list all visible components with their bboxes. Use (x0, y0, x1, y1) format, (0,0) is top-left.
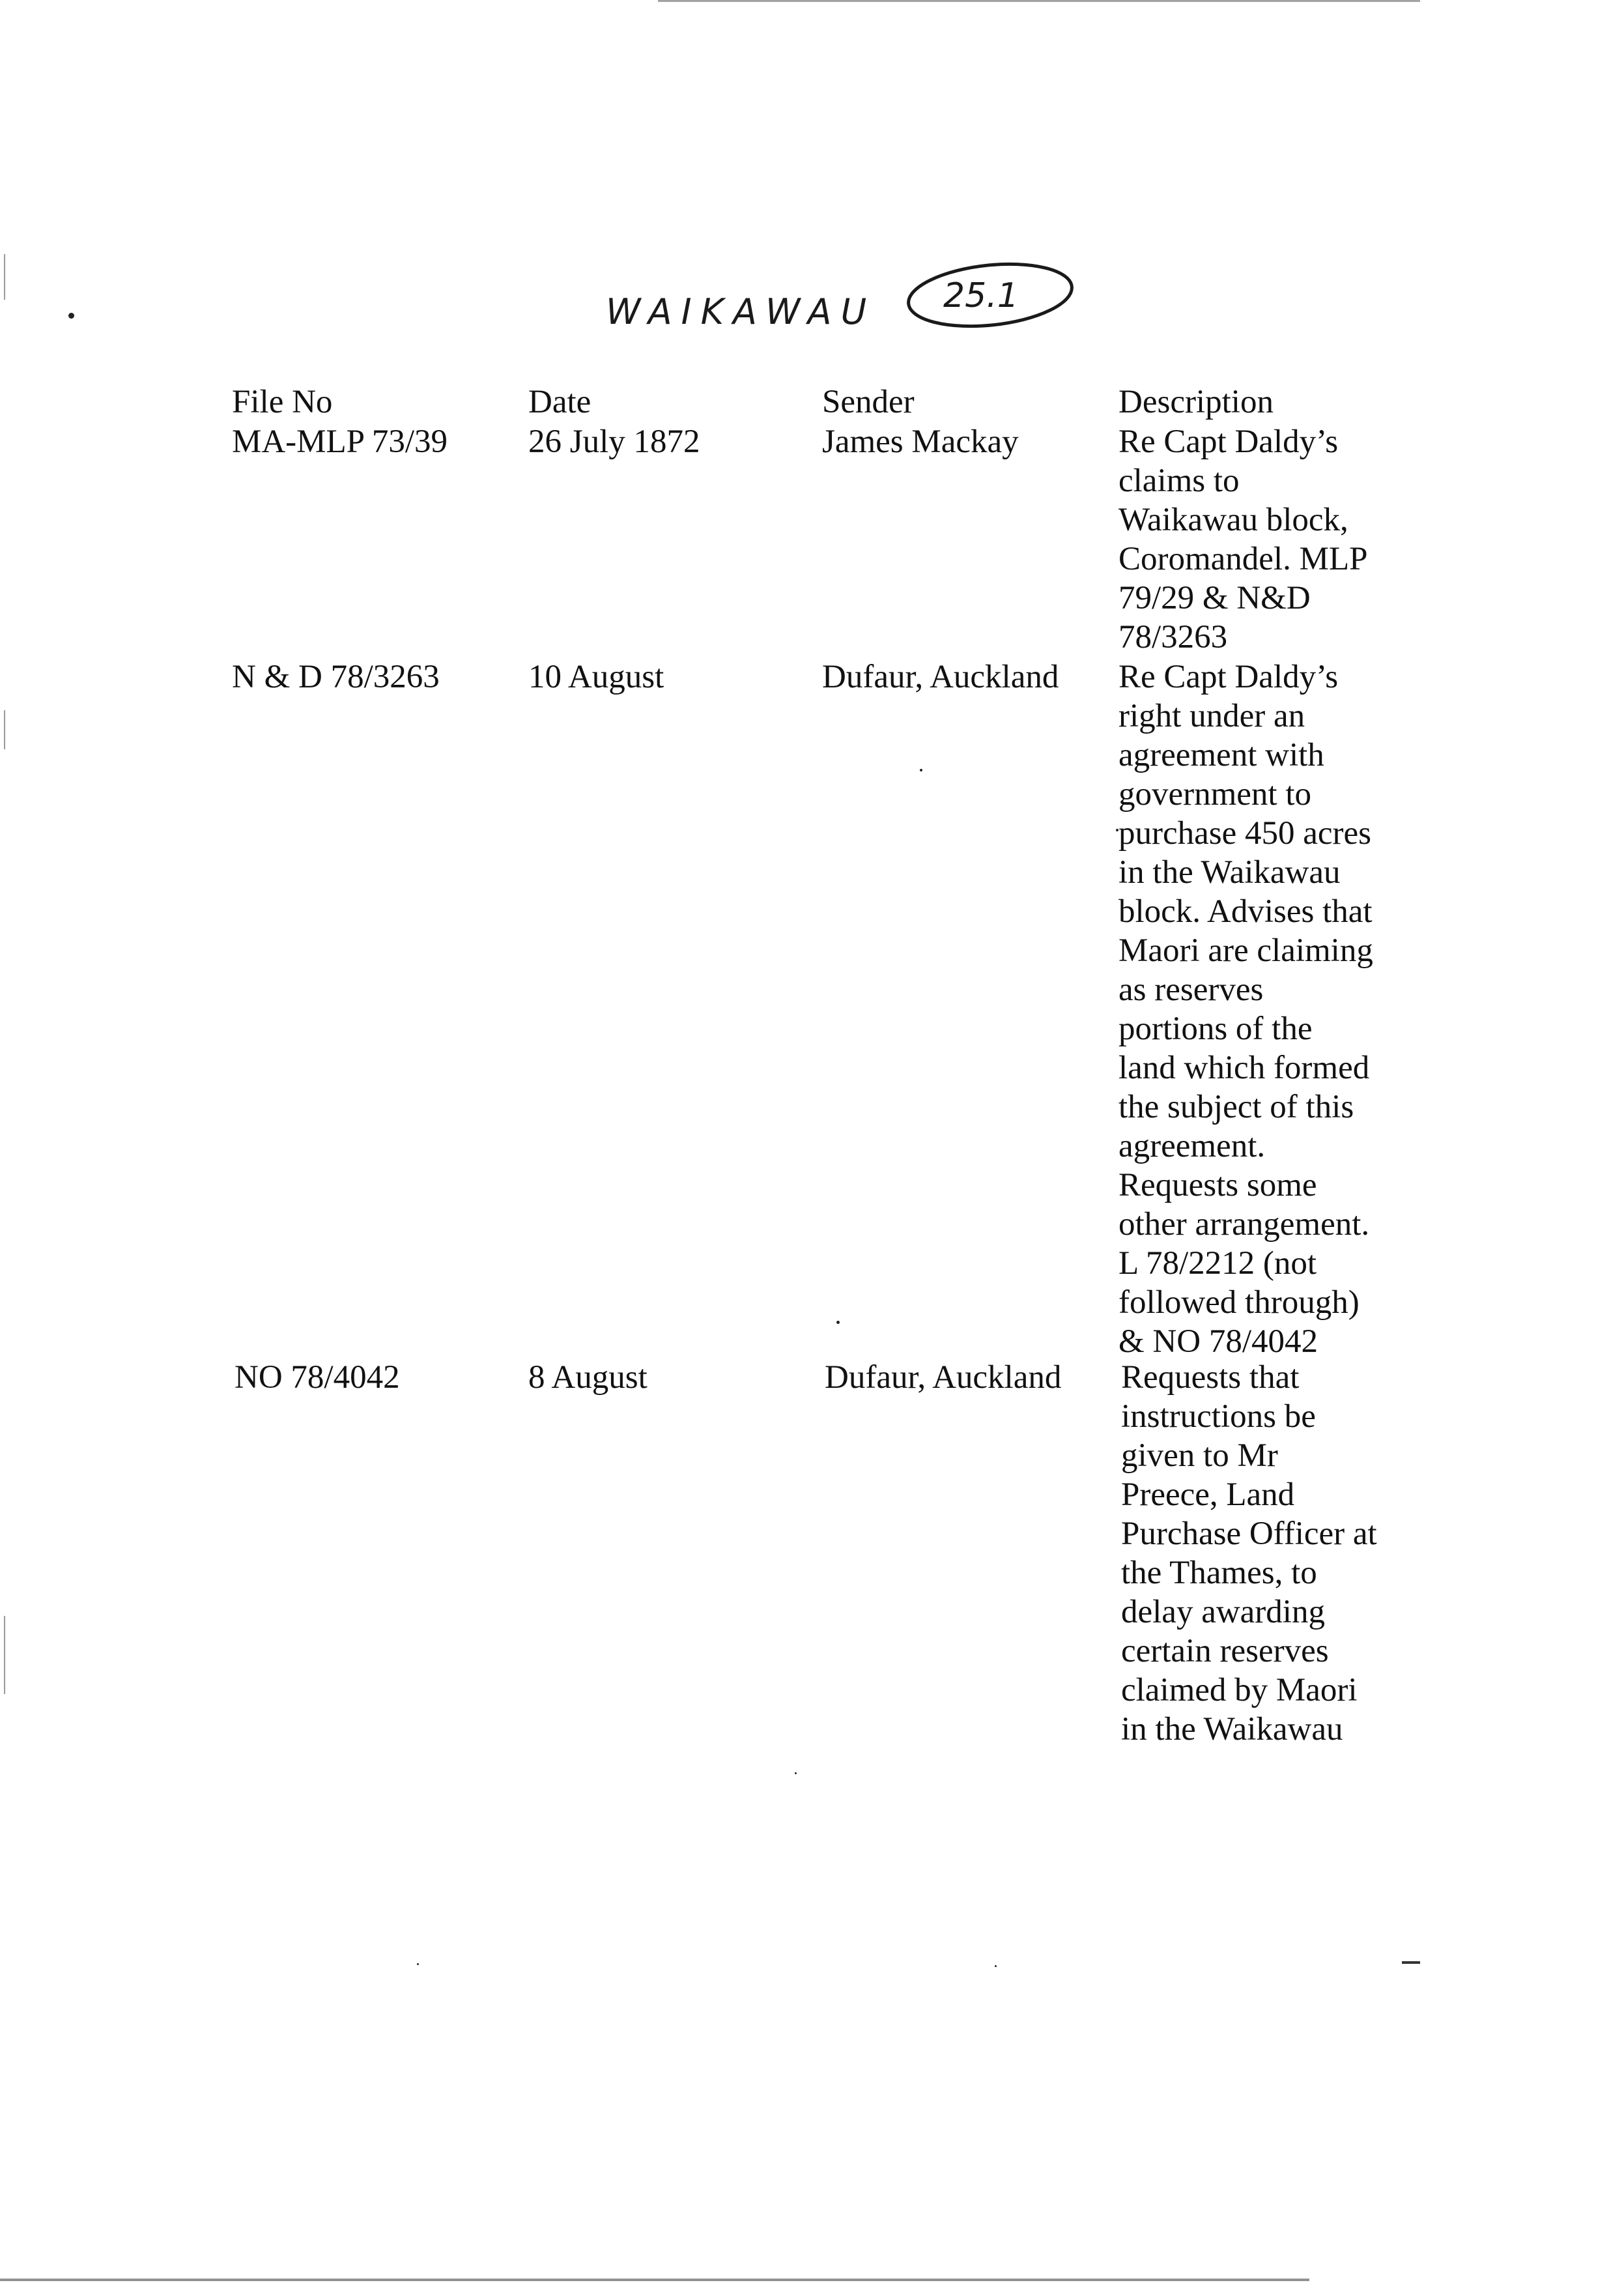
description-line: purchase 450 acres (1118, 815, 1371, 852)
description-line: given to Mr (1121, 1437, 1278, 1474)
scan-speck (68, 313, 74, 319)
cell-file-no: N & D 78/3263 (232, 659, 440, 695)
cell-file-no: MA-MLP 73/39 (232, 424, 448, 460)
scan-margin-mark (4, 254, 5, 300)
cell-date: 26 July 1872 (528, 424, 700, 460)
cell-description (1118, 657, 1425, 1361)
description-line: as reserves (1118, 971, 1264, 1008)
scan-margin-mark (4, 710, 5, 749)
description-line: Maori are claiming (1118, 932, 1373, 969)
cell-description (1121, 1358, 1427, 1749)
handwritten-heading (599, 251, 1094, 355)
scan-speck (920, 769, 922, 771)
header-description: Description (1118, 384, 1274, 420)
description-line: delay awarding (1121, 1594, 1325, 1630)
description-line: right under an (1118, 698, 1305, 734)
description-line: in the Waikawau (1121, 1711, 1343, 1748)
description-line: 79/29 & N&D (1118, 580, 1311, 616)
cell-sender: James Mackay (822, 424, 1019, 460)
description-line: followed through) (1118, 1284, 1360, 1321)
description-line: claimed by Maori (1121, 1672, 1358, 1708)
description-line: instructions be (1121, 1398, 1316, 1435)
description-line: Re Capt Daldy’s (1118, 424, 1339, 460)
description-line: Requests some (1118, 1167, 1317, 1203)
scan-dash-mark (1402, 1961, 1420, 1964)
cell-date: 8 August (528, 1359, 648, 1396)
description-line: 78/3263 (1118, 619, 1228, 655)
scan-speck (995, 1965, 997, 1967)
description-line: Requests that (1121, 1359, 1300, 1396)
cell-sender: Dufaur, Auckland (822, 659, 1059, 695)
header-date: Date (528, 384, 591, 420)
description-line: in the Waikawau (1118, 854, 1341, 891)
header-file-no: File No (232, 384, 333, 420)
description-line: Preece, Land (1121, 1476, 1295, 1513)
handwritten-title-text: WAIKAWAU (606, 291, 876, 332)
cell-description (1118, 422, 1425, 657)
cell-date: 10 August (528, 659, 664, 695)
description-line: land which formed (1118, 1050, 1370, 1086)
description-line: government to (1118, 776, 1312, 813)
cell-sender: Dufaur, Auckland (825, 1359, 1062, 1396)
cell-file-no: NO 78/4042 (235, 1359, 400, 1396)
description-line: the subject of this (1118, 1089, 1354, 1125)
description-line: block. Advises that (1118, 893, 1373, 930)
description-line: other arrangement. (1118, 1206, 1370, 1243)
handwritten-circled-number: 25.1 (943, 276, 1019, 315)
description-line: Re Capt Daldy’s (1118, 659, 1339, 695)
scan-speck (417, 1963, 419, 1965)
description-line: Purchase Officer at (1121, 1516, 1377, 1552)
description-line: agreement with (1118, 737, 1324, 773)
description-line: Waikawau block, (1118, 502, 1348, 538)
description-line: portions of the (1118, 1011, 1313, 1047)
description-line: Coromandel. MLP (1118, 541, 1368, 577)
description-line: L 78/2212 (not (1118, 1245, 1317, 1282)
description-line: agreement. (1118, 1128, 1266, 1164)
scan-speck (836, 1321, 840, 1324)
scan-edge-line-bottom (0, 2279, 1309, 2281)
description-line: the Thames, to (1121, 1555, 1317, 1591)
scan-margin-mark (4, 1616, 5, 1694)
header-sender: Sender (822, 384, 915, 420)
scan-speck (795, 1772, 797, 1774)
description-line: certain reserves (1121, 1633, 1329, 1669)
description-line: & NO 78/4042 (1118, 1323, 1318, 1360)
scan-edge-line-top (658, 0, 1420, 2)
description-line: claims to (1118, 463, 1240, 499)
